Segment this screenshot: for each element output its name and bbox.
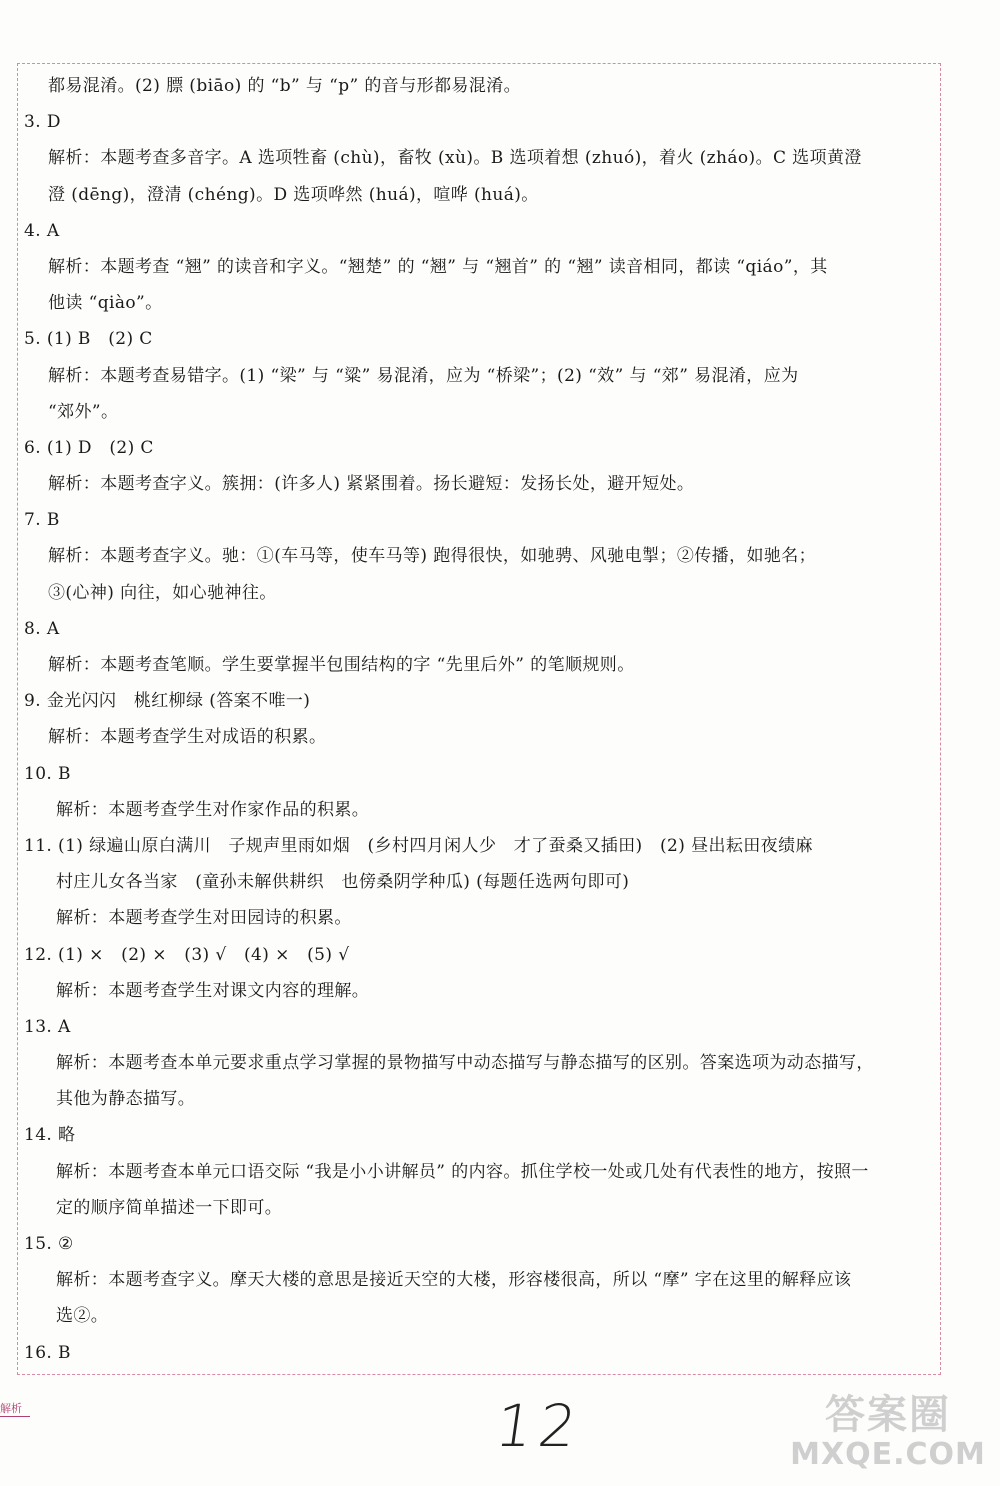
- footer-mark: 解析: [0, 1402, 30, 1417]
- analysis-line: 解析：本题考查本单元要求重点学习掌握的景物描写中动态描写与静态描写的区别。答案选项为动态描写，: [56, 1053, 874, 1074]
- answer-line: 4. A: [24, 220, 60, 241]
- analysis-line: 澄 (dēng)，澄清 (chéng)。D 选项哗然 (huá)，喧哗 (huá)。: [48, 184, 539, 205]
- answer-line: 16. B: [24, 1342, 71, 1363]
- answer-line: 6. (1) D (2) C: [24, 437, 154, 458]
- watermark-bottom-text: MXQE.COM: [790, 1437, 986, 1472]
- answer-line: 11. (1) 绿遍山原白满川 子规声里雨如烟 (乡村四月闲人少 才了蚕桑又插田) (2) 昼出耘田夜绩麻: [24, 835, 813, 856]
- analysis-line: 解析：本题考查学生对田园诗的积累。: [56, 908, 352, 929]
- answer-line: 9. 金光闪闪 桃红柳绿 (答案不唯一): [24, 691, 311, 712]
- answer-line: 7. B: [24, 510, 60, 531]
- analysis-line: 都易混淆。(2) 膘 (biāo) 的 “b” 与 “p” 的音与形都易混淆。: [48, 76, 521, 96]
- analysis-line: 解析：本题考查字义。摩天大楼的意思是接近天空的大楼，形容楼很高，所以 “摩” 字在这里的解释应该: [56, 1270, 852, 1291]
- analysis-line: 定的顺序简单描述一下即可。: [56, 1197, 283, 1218]
- analysis-line: 解析：本题考查学生对课文内容的理解。: [56, 980, 370, 1001]
- analysis-line: 解析：本题考查笔顺。学生要掌握半包围结构的字 “先里后外” 的笔顺规则。: [48, 655, 635, 675]
- analysis-line: 解析：本题考查本单元口语交际 “我是小小讲解员” 的内容。抓住学校一处或几处有代表性的地方，按照一: [56, 1161, 869, 1182]
- analysis-line: “郊外”。: [48, 401, 119, 422]
- answer-content: [24, 68, 934, 1371]
- watermark-top-text: 答案圈: [825, 1392, 951, 1438]
- analysis-line: 他读 “qiào”。: [48, 293, 163, 314]
- analysis-line: 解析：本题考查学生对成语的积累。: [48, 727, 327, 748]
- answer-line: 14. 略: [24, 1125, 76, 1146]
- analysis-line: 解析：本题考查 “翘” 的读音和字义。“翘楚” 的 “翘” 与 “翘首” 的 “翘” 读音相同，都读 “qiáo”，其: [48, 256, 828, 277]
- answer-line: 15. ②: [24, 1234, 74, 1254]
- answer-line: 10. B: [24, 763, 71, 784]
- analysis-line: 其他为静态描写。: [56, 1089, 196, 1110]
- watermark-logo: [788, 1392, 988, 1476]
- analysis-line: 村庄儿女各当家 (童孙未解供耕织 也傍桑阴学种瓜) (每题任选两句即可): [56, 872, 630, 893]
- analysis-line: ③(心神) 向往，如心驰神往。: [48, 582, 277, 603]
- analysis-line: 解析：本题考查字义。簇拥：(许多人) 紧紧围着。扬长避短：发扬长处，避开短处。: [48, 474, 695, 495]
- answer-line: 13. A: [24, 1016, 71, 1037]
- analysis-line: 解析：本题考查多音字。A 选项牲畜 (chù)，畜牧 (xù)。B 选项着想 (zhuó)，着火 (zháo)。C 选项黄澄: [48, 148, 862, 169]
- answer-line: 12. (1) × (2) × (3) √ (4) × (5) √: [24, 944, 350, 965]
- analysis-line: 选②。: [56, 1306, 109, 1327]
- answer-line: 3. D: [24, 112, 61, 133]
- answer-line: 5. (1) B (2) C: [24, 329, 153, 350]
- analysis-line: 解析：本题考查字义。驰：①(车马等，使车马等) 跑得很快，如驰骋、风驰电掣；②传播，如驰名；: [48, 546, 817, 567]
- analysis-line: 解析：本题考查学生对作家作品的积累。: [56, 799, 370, 820]
- page-number: 12: [491, 1392, 587, 1460]
- answer-line: 8. A: [24, 618, 60, 639]
- analysis-line: 解析：本题考查易错字。(1) “梁” 与 “粱” 易混淆，应为 “桥梁”；(2) “效” 与 “郊” 易混淆，应为: [48, 365, 799, 386]
